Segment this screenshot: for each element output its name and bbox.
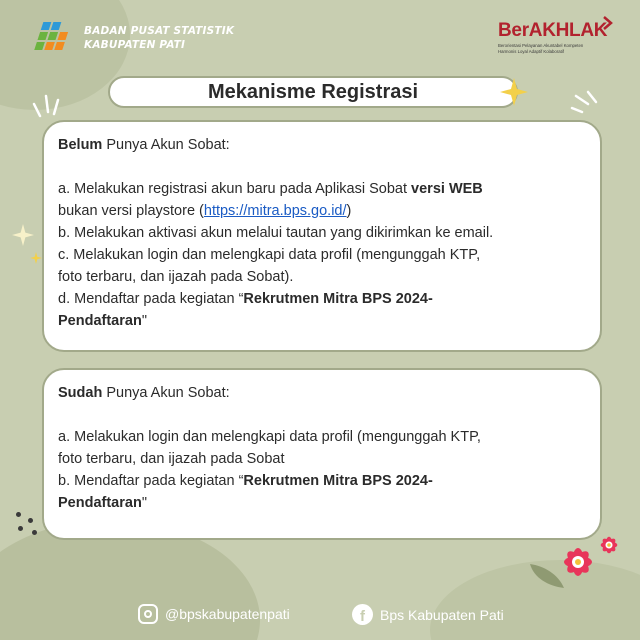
card1-step-a <box>58 178 586 200</box>
bps-logo-icon <box>30 20 78 56</box>
page-title: Mekanisme Registrasi <box>207 80 419 103</box>
decor-dots <box>12 508 42 538</box>
berakhlak-subtitle-line2: Harmonis Loyal Adaptif Kolaboratif <box>498 49 564 54</box>
org-name-line1: BADAN PUSAT STATISTIK <box>84 25 235 37</box>
step-b-text: b. Mendaftar pada kegiatan “ <box>58 473 244 489</box>
bps-logo <box>30 20 234 56</box>
card-has-account <box>42 368 602 540</box>
instagram-link[interactable] <box>138 604 290 624</box>
step-b2-close: " <box>141 495 147 511</box>
card2-step-a-cont: foto terbaru, dan ijazah pada Sobat <box>58 451 285 467</box>
step-d-text: d. Mendaftar pada kegiatan “ <box>58 291 244 307</box>
step-a-bold: versi WEB <box>411 181 483 197</box>
step-d-bold: Rekrutmen Mitra BPS 2024- <box>243 291 433 307</box>
step-a2-text: bukan versi playstore ( <box>58 203 204 219</box>
berakhlak-badge <box>498 20 608 55</box>
berakhlak-title: BerAKHLAK <box>498 20 608 41</box>
step-d2-close: " <box>141 313 147 329</box>
card1-heading-rest: Punya Akun Sobat: <box>102 137 230 153</box>
card1-step-c: c. Melakukan login dan melengkapi data profil (mengunggah KTP, <box>58 247 481 263</box>
spacer <box>58 156 586 178</box>
card2-heading <box>58 382 586 404</box>
facebook-name: Bps Kabupaten Pati <box>380 606 504 623</box>
card1-step-d <box>58 288 586 310</box>
card1-step-c-cont: foto terbaru, dan ijazah pada Sobat). <box>58 269 294 285</box>
facebook-icon: f <box>352 604 373 625</box>
chevron-right-icon <box>602 16 614 30</box>
org-name-line2: KABUPATEN PATI <box>84 39 186 51</box>
step-d2-bold: Pendaftaran <box>58 313 142 329</box>
card2-step-b <box>58 470 586 492</box>
card2-heading-bold: Sudah <box>58 385 103 401</box>
leaf-icon <box>528 560 568 590</box>
instagram-icon <box>138 604 158 624</box>
card2-step-b-cont <box>58 492 586 514</box>
flower-icon-small <box>596 532 622 558</box>
card1-step-a-cont <box>58 200 586 222</box>
sparkle-icon-yellow <box>500 78 528 106</box>
card2-heading-rest: Punya Akun Sobat: <box>102 385 230 401</box>
card-no-account <box>42 120 602 352</box>
berakhlak-subtitle-line1: Berorientasi Pelayanan Akuntabel Kompeten <box>498 43 584 48</box>
decor-strokes-left <box>28 90 68 120</box>
spacer <box>58 404 586 426</box>
title-banner <box>108 76 518 108</box>
step-b2-bold: Pendaftaran <box>58 495 142 511</box>
step-b-bold: Rekrutmen Mitra BPS 2024- <box>243 473 433 489</box>
card1-step-b: b. Melakukan aktivasi akun melalui tautan yang dikirimkan ke email. <box>58 225 494 241</box>
footer <box>0 598 640 634</box>
card2-step-a: a. Melakukan login dan melengkapi data profil (mengunggah KTP, <box>58 429 481 445</box>
card1-step-d-cont <box>58 310 586 332</box>
card1-heading <box>58 134 586 156</box>
card1-heading-bold: Belum <box>58 137 103 153</box>
sparkle-icon-left <box>12 224 34 246</box>
facebook-link[interactable] <box>352 604 504 625</box>
step-a2-close: ) <box>346 203 352 219</box>
sparkle-icon-small <box>30 252 42 264</box>
decor-strokes-right <box>566 88 606 118</box>
step-a-text: a. Melakukan registrasi akun baru pada Aplikasi Sobat <box>58 181 412 197</box>
instagram-handle: @bpskabupatenpati <box>165 606 290 622</box>
mitra-link[interactable]: https://mitra.bps.go.id/ <box>203 203 347 219</box>
